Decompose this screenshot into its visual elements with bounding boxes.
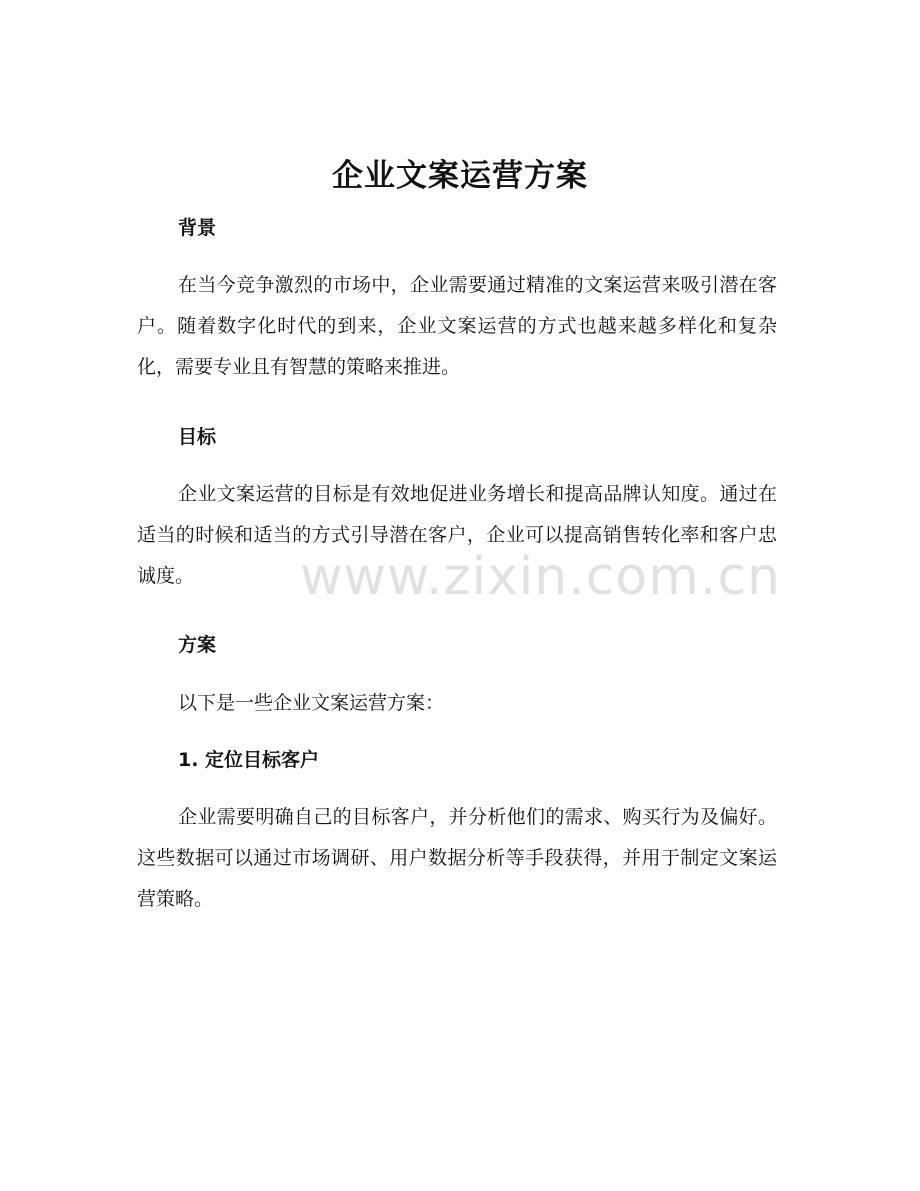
section-heading-background: 背景 [178,217,217,239]
section-body-item1: 企业需要明确自己的目标客户，并分析他们的需求、购买行为及偏好。这些数据可以通过市场调研、用户数据分析等手段获得，并用于制定文案运营策略。 [137,806,777,910]
section-heading-plan: 方案 [178,634,217,656]
section-intro-plan: 以下是一些企业文案运营方案： [178,692,445,714]
section-heading-goal: 目标 [178,426,217,448]
section-heading-item1: 1. 定位目标客户 [178,749,320,771]
section-body-goal: 企业文案运营的目标是有效地促进业务增长和提高品牌认知度。通过在适当的时候和适当的方式引导潜在客户，企业可以提高销售转化率和客户忠诚度。 [137,483,777,587]
section-body-background: 在当今竞争激烈的市场中，企业需要通过精准的文案运营来吸引潜在客户。随着数字化时代的到来，企业文案运营的方式也越来越多样化和复杂化，需要专业且有智慧的策略来推进。 [137,274,777,378]
document-title: 企业文案运营方案 [332,158,588,194]
watermark: www.zixin.com.cn [300,547,781,607]
